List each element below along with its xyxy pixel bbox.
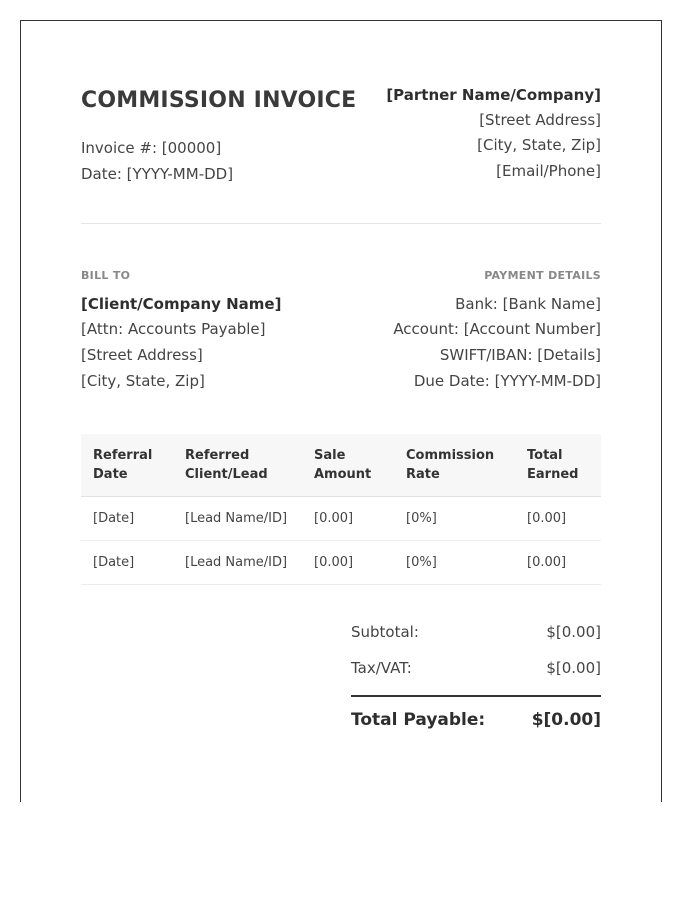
invoice-page <box>20 20 662 802</box>
header-line: Client/Lead <box>185 467 268 482</box>
header-line: Referred <box>185 448 250 463</box>
total-payable-label: Total Payable: <box>351 710 486 730</box>
header-line: Date <box>93 467 128 482</box>
table-header <box>81 434 601 497</box>
partner-contact: [Email/Phone] <box>496 162 601 180</box>
partner-street: [Street Address] <box>479 111 601 129</box>
invoice-title: COMMISSION INVOICE <box>81 88 357 113</box>
payment-bank: Bank: [Bank Name] <box>455 295 601 313</box>
header-line: Rate <box>406 467 440 482</box>
cell-total-earned: [0.00] <box>527 555 567 570</box>
subtotal-value: $[0.00] <box>546 623 601 641</box>
header-total-earned <box>527 446 578 484</box>
header-referred-client <box>185 446 268 484</box>
partner-city: [City, State, Zip] <box>477 136 601 154</box>
payment-due-date: Due Date: [YYYY-MM-DD] <box>413 372 601 390</box>
header-commission-rate <box>406 446 494 484</box>
subtotal-label: Subtotal: <box>351 623 419 641</box>
bill-to-company: [Client/Company Name] <box>81 295 282 313</box>
cell-referral-date: [Date] <box>93 511 135 526</box>
header-line: Commission <box>406 448 495 463</box>
commission-table <box>81 434 601 585</box>
header-line: Referral <box>93 448 153 463</box>
cell-commission-rate: [0%] <box>406 555 437 570</box>
header-line: Earned <box>527 467 579 482</box>
bill-to-attn: [Attn: Accounts Payable] <box>81 320 266 338</box>
header-sale-amount <box>314 446 371 484</box>
header-line: Total <box>527 448 563 463</box>
cell-total-earned: [0.00] <box>527 511 567 526</box>
payment-swift: SWIFT/IBAN: [Details] <box>439 346 601 364</box>
totals-divider <box>351 695 601 697</box>
bill-to-city: [City, State, Zip] <box>81 372 205 390</box>
bill-to-street: [Street Address] <box>81 346 203 364</box>
header-line: Sale <box>314 448 346 463</box>
bill-to-label: BILL TO <box>81 269 131 282</box>
cell-referral-date: [Date] <box>93 555 135 570</box>
invoice-date: Date: [YYYY-MM-DD] <box>81 165 234 183</box>
table-row <box>81 541 601 585</box>
tax-value: $[0.00] <box>546 659 601 677</box>
tax-label: Tax/VAT: <box>351 659 412 677</box>
partner-name: [Partner Name/Company] <box>386 86 601 104</box>
payment-details-label: PAYMENT DETAILS <box>484 269 601 282</box>
header-divider <box>81 223 601 224</box>
cell-sale-amount: [0.00] <box>314 511 354 526</box>
cell-referred-client: [Lead Name/ID] <box>185 511 288 526</box>
header-referral-date <box>93 446 152 484</box>
cell-referred-client: [Lead Name/ID] <box>185 555 288 570</box>
cell-commission-rate: [0%] <box>406 511 437 526</box>
table-row <box>81 497 601 541</box>
total-payable-value: $[0.00] <box>531 710 601 730</box>
header-line: Amount <box>314 467 372 482</box>
invoice-number: Invoice #: [00000] <box>81 139 222 157</box>
payment-account: Account: [Account Number] <box>393 320 601 338</box>
cell-sale-amount: [0.00] <box>314 555 354 570</box>
